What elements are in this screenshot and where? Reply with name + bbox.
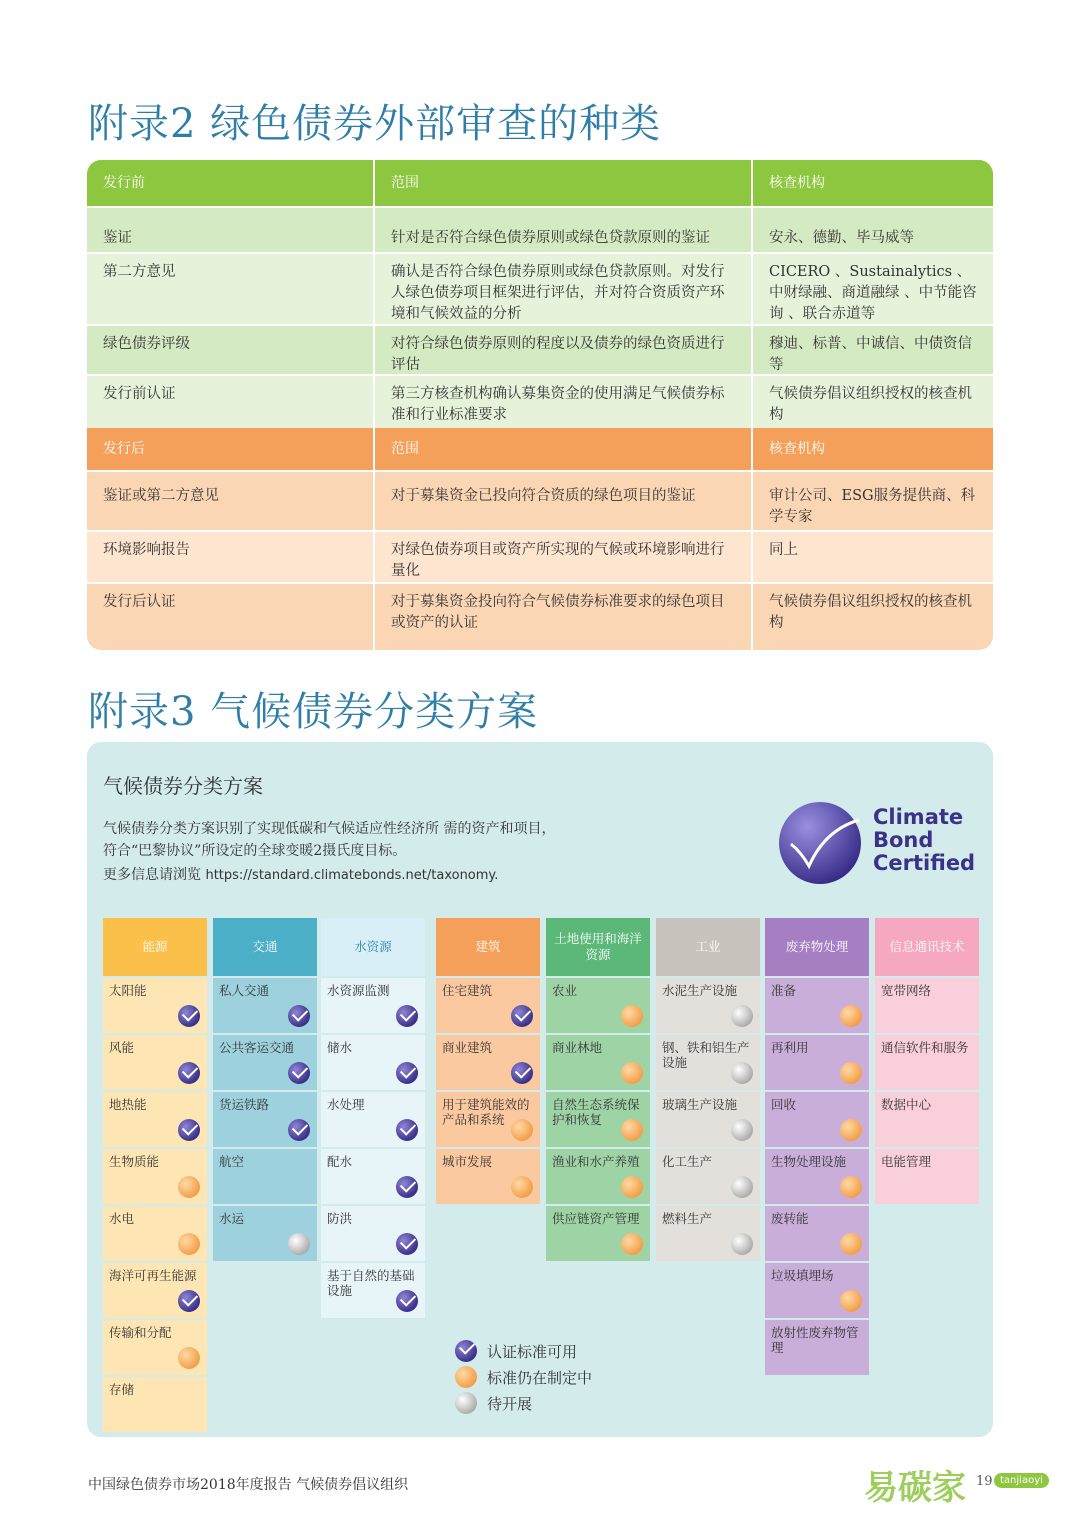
developing-icon (621, 1233, 643, 1255)
taxonomy-item (103, 1206, 207, 1261)
taxonomy-item (213, 1149, 317, 1204)
taxonomy-item (103, 1149, 207, 1204)
logo-line: Climate (873, 805, 964, 829)
description-line: 符合“巴黎协议”所设定的全球变暖2摄氏度目标。 (103, 843, 407, 859)
developing-icon (840, 1176, 862, 1198)
table-row (87, 326, 993, 376)
taxonomy-item (765, 1035, 869, 1090)
table-cell: 绿色债券评级 (87, 326, 375, 374)
developing-icon (178, 1176, 200, 1198)
table-row (87, 472, 993, 532)
developing-icon (621, 1119, 643, 1141)
taxonomy-item-label: 商业林地 (552, 1040, 603, 1055)
footer-text: 中国绿色债券市场2018年度报告 气候债券倡议组织 (88, 1477, 409, 1493)
taxonomy-item (103, 1092, 207, 1147)
pending-icon (455, 1392, 477, 1414)
certified-icon (511, 1062, 533, 1084)
logo-line: Bond (873, 828, 934, 852)
taxonomy-item (436, 1092, 540, 1147)
taxonomy-item (321, 978, 425, 1033)
column-header: 交通 (213, 918, 317, 976)
taxonomy-item-label: 水泥生产设施 (662, 983, 738, 998)
taxonomy-item-label: 太阳能 (109, 983, 147, 998)
page-number: 19 (976, 1474, 993, 1489)
taxonomy-item (765, 1263, 869, 1318)
taxonomy-item-label: 航空 (219, 1154, 245, 1169)
taxonomy-item-label: 生物处理设施 (771, 1154, 847, 1169)
taxonomy-item (656, 978, 760, 1033)
developing-icon (178, 1347, 200, 1369)
developing-icon (621, 1062, 643, 1084)
taxonomy-column (436, 918, 540, 1204)
taxonomy-item-label: 废转能 (771, 1211, 809, 1226)
taxonomy-item (765, 978, 869, 1033)
table-cell: 对于募集资金已投向符合资质的绿色项目的鉴证 (375, 472, 753, 530)
table-cell: 气候债券倡议组织授权的核查机构 (769, 594, 972, 631)
table-cell: 气候债券倡议组织授权的核查机构 (769, 386, 972, 423)
taxonomy-item-label: 防洪 (327, 1211, 353, 1226)
pending-icon (731, 1005, 753, 1027)
taxonomy-item-label: 玻璃生产设施 (662, 1097, 738, 1112)
taxonomy-item (656, 1092, 760, 1147)
table-cell: 第二方意见 (87, 254, 375, 324)
taxonomy-item-label: 电能管理 (881, 1154, 932, 1169)
taxonomy-item-label: 基于自然的基础设施 (327, 1268, 415, 1298)
taxonomy-item (546, 1206, 650, 1261)
pending-icon (731, 1119, 753, 1141)
header-cell: 发行前 (87, 160, 375, 206)
taxonomy-column (656, 918, 760, 1261)
legend-label: 待开展 (487, 1394, 533, 1413)
taxonomy-item-label: 水资源监测 (327, 983, 390, 998)
certified-icon (396, 1119, 418, 1141)
taxonomy-item-label: 农业 (552, 983, 578, 998)
taxonomy-item (213, 1206, 317, 1261)
taxonomy-item (213, 978, 317, 1033)
taxonomy-item (436, 1035, 540, 1090)
table-row (87, 254, 993, 326)
developing-icon (840, 1119, 862, 1141)
logo-line: Certified (873, 851, 976, 875)
appendix2-title: 附录2 绿色债券外部审查的种类 (88, 101, 662, 147)
certified-check-icon (777, 800, 863, 886)
certified-icon (396, 1005, 418, 1027)
taxonomy-item-label: 商业建筑 (442, 1040, 493, 1055)
taxonomy-description (103, 818, 723, 862)
pending-icon (288, 1233, 310, 1255)
taxonomy-item-label: 渔业和水产养殖 (552, 1154, 640, 1169)
taxonomy-item-label: 供应链资产管理 (552, 1211, 640, 1226)
taxonomy-item-label: 风能 (109, 1040, 135, 1055)
taxonomy-item-label: 货运铁路 (219, 1097, 270, 1112)
taxonomy-item (656, 1206, 760, 1261)
post-issuance-header (87, 428, 993, 472)
developing-icon (511, 1119, 533, 1141)
description-line: 气候债券分类方案识别了实现低碳和气候适应性经济所 需的资产和项目， (103, 821, 556, 837)
certified-icon (455, 1340, 477, 1362)
certified-icon (396, 1176, 418, 1198)
taxonomy-item (321, 1263, 425, 1318)
table-cell: 对于募集资金投向符合气候债券标准要求的绿色项目或资产的认证 (375, 584, 753, 650)
taxonomy-item (875, 978, 979, 1033)
taxonomy-item (103, 1035, 207, 1090)
logo-text (873, 806, 975, 875)
more-info (103, 864, 498, 884)
developing-icon (840, 1005, 862, 1027)
taxonomy-item-label: 垃圾填埋场 (771, 1268, 834, 1283)
taxonomy-item (546, 1149, 650, 1204)
taxonomy-item (321, 1035, 425, 1090)
certified-icon (288, 1062, 310, 1084)
taxonomy-item-label: 配水 (327, 1154, 353, 1169)
taxonomy-item-label: 储水 (327, 1040, 353, 1055)
certified-icon (396, 1290, 418, 1312)
taxonomy-item-label: 宽带网络 (881, 983, 932, 998)
taxonomy-item-label: 准备 (771, 983, 797, 998)
taxonomy-item-label: 城市发展 (442, 1154, 493, 1169)
taxonomy-item-label: 自然生态系统保护和恢复 (552, 1097, 640, 1127)
taxonomy-item-label: 回收 (771, 1097, 797, 1112)
legend-label: 认证标准可用 (487, 1342, 578, 1361)
developing-icon (840, 1290, 862, 1312)
header-cell: 核查机构 (769, 174, 825, 191)
external-review-table (87, 160, 993, 650)
table-cell: 对绿色债券项目或资产所实现的气候或环境影响进行量化 (375, 532, 753, 582)
watermark-badge: tanjiaoyi (994, 1473, 1049, 1488)
pre-issuance-header (87, 160, 993, 208)
taxonomy-item (765, 1320, 869, 1375)
taxonomy-item-label: 放射性废弃物管理 (771, 1325, 859, 1355)
taxonomy-item-label: 公共客运交通 (219, 1040, 295, 1055)
taxonomy-item (765, 1149, 869, 1204)
certified-icon (178, 1290, 200, 1312)
developing-icon (840, 1233, 862, 1255)
table-cell: 针对是否符合绿色债券原则或绿色贷款原则的鉴证 (375, 208, 753, 252)
legend-item-developing (455, 1364, 592, 1390)
certified-icon (178, 1005, 200, 1027)
taxonomy-column (765, 918, 869, 1375)
developing-icon (840, 1062, 862, 1084)
taxonomy-item (875, 1149, 979, 1204)
table-cell: 发行后认证 (87, 584, 375, 650)
taxonomy-item-label: 海洋可再生能源 (109, 1268, 197, 1283)
pending-icon (731, 1233, 753, 1255)
table-cell: 鉴证 (87, 208, 375, 252)
more-info-label: 更多信息请浏览 (103, 867, 206, 883)
legend-item-pending (455, 1390, 592, 1416)
certified-icon (288, 1119, 310, 1141)
table-cell: 对符合绿色债券原则的程度以及债券的绿色资质进行评估 (375, 326, 753, 374)
table-cell: 第三方核查机构确认募集资金的使用满足气候债券标准和行业标准要求 (375, 376, 753, 428)
table-cell: 环境影响报告 (87, 532, 375, 582)
column-header: 废弃物处理 (765, 918, 869, 976)
column-header: 建筑 (436, 918, 540, 976)
table-cell: 鉴证或第二方意见 (87, 472, 375, 530)
column-header: 信息通讯技术 (875, 918, 979, 976)
climate-bond-certified-logo (777, 800, 977, 890)
taxonomy-item-label: 水运 (219, 1211, 245, 1226)
taxonomy-column (213, 918, 317, 1261)
taxonomy-item (546, 978, 650, 1033)
taxonomy-item (656, 1149, 760, 1204)
taxonomy-item-label: 钢、铁和铝生产设施 (662, 1040, 750, 1070)
taxonomy-item-label: 水处理 (327, 1097, 365, 1112)
taxonomy-item-label: 传输和分配 (109, 1325, 172, 1340)
taxonomy-item (546, 1092, 650, 1147)
appendix3-title: 附录3 气候债券分类方案 (88, 689, 539, 735)
taxonomy-item-label: 生物质能 (109, 1154, 160, 1169)
table-cell: CICERO 、Sustainalytics 、中财绿融、商道融绿 、中节能咨询 、联合赤道等 (769, 264, 977, 322)
taxonomy-item-label: 通信软件和服务 (881, 1040, 969, 1055)
table-row (87, 208, 993, 254)
taxonomy-item-label: 化工生产 (662, 1154, 713, 1169)
legend-label: 标准仍在制定中 (487, 1368, 593, 1387)
certified-icon (178, 1119, 200, 1141)
taxonomy-column (546, 918, 650, 1261)
taxonomy-item (546, 1035, 650, 1090)
watermark: 易碳家 (864, 1468, 966, 1508)
taxonomy-column (321, 918, 425, 1318)
taxonomy-item (656, 1035, 760, 1090)
certified-icon (396, 1233, 418, 1255)
table-row (87, 584, 993, 650)
taxonomy-item (321, 1149, 425, 1204)
developing-icon (511, 1176, 533, 1198)
taxonomy-item-label: 再利用 (771, 1040, 809, 1055)
table-row (87, 532, 993, 584)
taxonomy-item (436, 1149, 540, 1204)
certified-icon (288, 1005, 310, 1027)
header-cell: 核查机构 (769, 440, 825, 457)
developing-icon (455, 1366, 477, 1388)
table-cell: 发行前认证 (87, 376, 375, 428)
taxonomy-item (321, 1206, 425, 1261)
table-cell: 穆迪、标普、中诚信、中债资信等 (769, 336, 972, 373)
developing-icon (178, 1233, 200, 1255)
taxonomy-item-label: 地热能 (109, 1097, 147, 1112)
taxonomy-item (436, 978, 540, 1033)
taxonomy-title: 气候债券分类方案 (103, 774, 263, 798)
certified-icon (178, 1062, 200, 1084)
legend-item-certified (455, 1338, 592, 1364)
certified-icon (396, 1062, 418, 1084)
legend (455, 1338, 592, 1416)
column-header: 能源 (103, 918, 207, 976)
certified-icon (511, 1005, 533, 1027)
taxonomy-item (875, 1035, 979, 1090)
taxonomy-item (103, 978, 207, 1033)
taxonomy-column (103, 918, 207, 1432)
header-cell: 发行后 (87, 428, 375, 470)
column-header: 工业 (656, 918, 760, 976)
taxonomy-item (875, 1092, 979, 1147)
taxonomy-link[interactable]: https://standard.climatebonds.net/taxonomy. (205, 868, 499, 883)
taxonomy-item-label: 用于建筑能效的产品和系统 (442, 1097, 530, 1127)
pending-icon (731, 1176, 753, 1198)
taxonomy-item (103, 1263, 207, 1318)
developing-icon (621, 1176, 643, 1198)
taxonomy-item-label: 私人交通 (219, 983, 270, 998)
column-header: 土地使用和海洋资源 (546, 918, 650, 976)
taxonomy-item-label: 燃料生产 (662, 1211, 713, 1226)
pending-icon (731, 1062, 753, 1084)
table-cell: 确认是否符合绿色债券原则或绿色贷款原则。对发行人绿色债券项目框架进行评估，并对符合资质资产环境和气候效益的分析 (375, 254, 753, 324)
taxonomy-column (875, 918, 979, 1204)
table-row (87, 376, 993, 428)
header-cell: 范围 (375, 428, 753, 470)
header-cell: 范围 (375, 160, 753, 206)
taxonomy-item (765, 1092, 869, 1147)
taxonomy-item-label: 存储 (109, 1382, 135, 1397)
table-cell: 同上 (769, 542, 798, 558)
taxonomy-item (321, 1092, 425, 1147)
column-header: 水资源 (321, 918, 425, 976)
taxonomy-item (103, 1320, 207, 1375)
developing-icon (621, 1005, 643, 1027)
taxonomy-item-label: 住宅建筑 (442, 983, 493, 998)
taxonomy-item-label: 数据中心 (881, 1097, 932, 1112)
taxonomy-item-label: 水电 (109, 1211, 135, 1226)
table-cell: 审计公司、ESG服务提供商、科学专家 (769, 488, 976, 525)
taxonomy-item (765, 1206, 869, 1261)
table-cell: 安永、德勤、毕马威等 (769, 230, 914, 246)
taxonomy-item (213, 1092, 317, 1147)
taxonomy-item (213, 1035, 317, 1090)
taxonomy-item (103, 1377, 207, 1432)
